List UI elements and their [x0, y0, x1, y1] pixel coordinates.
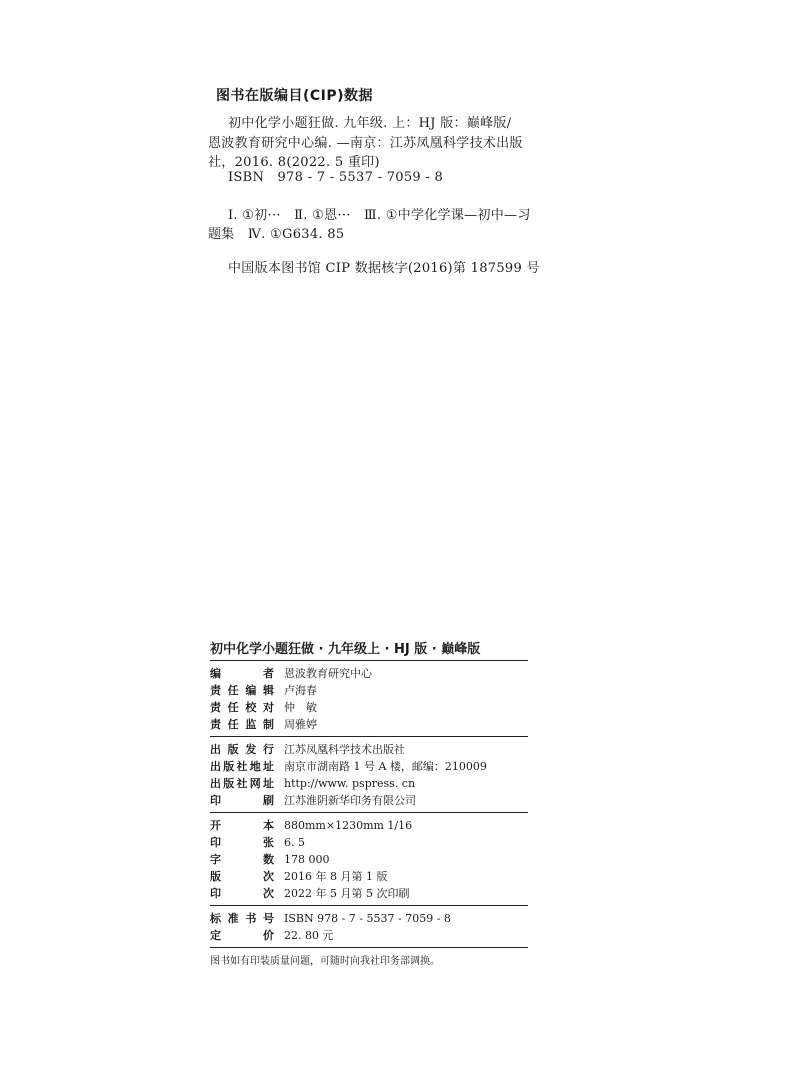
cip-line-classification-1: Ⅰ. ①初··· Ⅱ. ①恩··· Ⅲ. ①中学化学课—初中—习 — [228, 208, 531, 223]
quality-notice: 图书如有印装质量问题，可随时向我社印务部调换。 — [210, 956, 440, 967]
row-label: 责任校对 — [210, 701, 274, 714]
row-label: 版 次 — [210, 870, 274, 883]
row-label: 责任编辑 — [210, 684, 274, 697]
cip-line-isbn: ISBN 978 - 7 - 5537 - 7059 - 8 — [228, 170, 444, 185]
cip-line-title-1: 初中化学小题狂做. 九年级. 上：HJ 版：巅峰版/ — [228, 116, 512, 131]
row-label: 责任监制 — [210, 718, 274, 731]
divider — [210, 947, 528, 948]
imprint-row — [210, 775, 528, 792]
row-value: 2022 年 5 月第 5 次印刷 — [284, 887, 410, 900]
isbn-price-group — [210, 906, 528, 947]
cip-heading: 图书在版编目(CIP)数据 — [216, 88, 374, 104]
row-value: 880mm×1230mm 1/16 — [284, 819, 413, 832]
imprint-row — [210, 682, 528, 699]
row-label: 开 本 — [210, 819, 274, 832]
row-value: 6. 5 — [284, 836, 305, 849]
row-label: 印 张 — [210, 836, 274, 849]
cip-line-title-3: 社，2016. 8(2022. 5 重印) — [208, 155, 380, 170]
row-value: 卢海春 — [284, 684, 317, 697]
imprint-row — [210, 741, 528, 758]
imprint-row — [210, 834, 528, 851]
format-group — [210, 813, 528, 905]
imprint-row — [210, 665, 528, 682]
row-label: 印 次 — [210, 887, 274, 900]
row-value: 南京市湖南路 1 号 A 楼，邮编：210009 — [284, 760, 487, 773]
row-value: 江苏淮阴新华印务有限公司 — [284, 794, 416, 807]
row-value: 恩波教育研究中心 — [284, 667, 372, 680]
imprint-row — [210, 716, 528, 733]
imprint-title: 初中化学小题狂做 · 九年级上 · HJ 版 · 巅峰版 — [210, 642, 481, 657]
imprint-row — [210, 758, 528, 775]
row-value: ISBN 978 - 7 - 5537 - 7059 - 8 — [284, 912, 451, 925]
row-label: 出版社网址 — [210, 777, 274, 790]
row-value: 2016 年 8 月第 1 版 — [284, 870, 388, 883]
row-value: 周雅婷 — [284, 718, 317, 731]
row-value: 仲 敏 — [284, 701, 317, 714]
row-label: 编 者 — [210, 667, 274, 680]
row-label: 出版发行 — [210, 743, 274, 756]
cip-line-classification-2: 题集 Ⅳ. ①G634. 85 — [208, 227, 345, 242]
imprint-row — [210, 927, 528, 944]
imprint-row — [210, 851, 528, 868]
row-label: 印 刷 — [210, 794, 274, 807]
credits-group — [210, 661, 528, 736]
imprint-row — [210, 699, 528, 716]
row-value: 江苏凤凰科学技术出版社 — [284, 743, 405, 756]
publisher-group — [210, 737, 528, 812]
row-value: http://www. pspress. cn — [284, 777, 416, 790]
imprint-row — [210, 910, 528, 927]
imprint-row — [210, 868, 528, 885]
imprint-row — [210, 792, 528, 809]
row-value: 22. 80 元 — [284, 929, 334, 942]
row-label: 字 数 — [210, 853, 274, 866]
row-label: 出版社地址 — [210, 760, 274, 773]
row-value: 178 000 — [284, 853, 330, 866]
row-label: 定 价 — [210, 929, 274, 942]
cip-line-title-2: 恩波教育研究中心编. —南京：江苏凤凰科学技术出版 — [208, 136, 523, 151]
row-label: 标准书号 — [210, 912, 274, 925]
imprint-block — [210, 640, 528, 967]
imprint-row — [210, 885, 528, 902]
cip-line-record-number: 中国版本图书馆 CIP 数据核字(2016)第 187599 号 — [228, 261, 540, 276]
imprint-row — [210, 817, 528, 834]
